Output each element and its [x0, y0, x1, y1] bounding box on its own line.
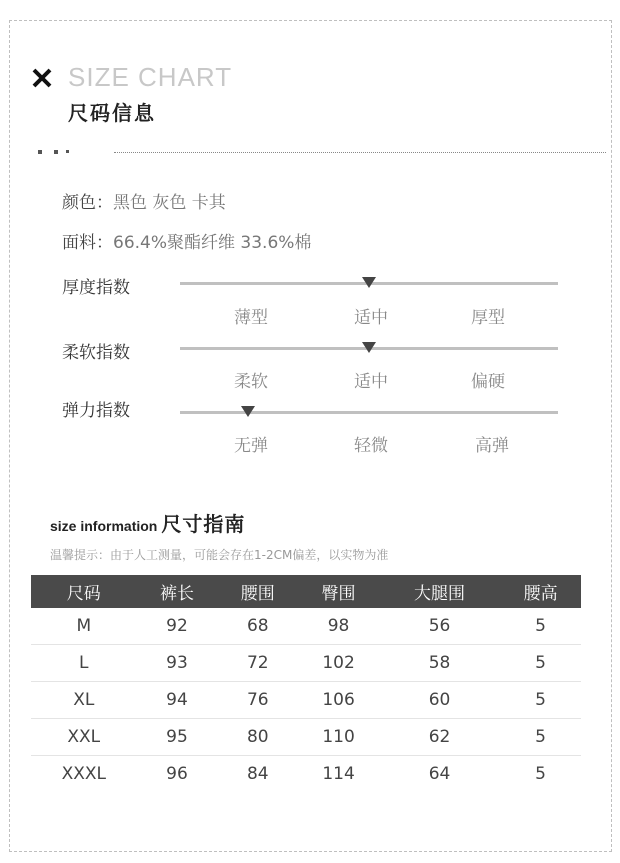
thickness-marker	[362, 277, 376, 288]
close-x-icon	[30, 66, 54, 90]
softness-marker	[362, 342, 376, 353]
softness-option-low: 柔软	[234, 372, 268, 392]
elasticity-option-mid: 轻微	[354, 436, 388, 456]
color-value: 黑色 灰色 卡其	[113, 193, 226, 213]
fabric-info	[62, 228, 311, 253]
elasticity-option-high: 高弹	[475, 436, 509, 456]
table-cell: 94	[137, 682, 218, 719]
table-cell: 110	[298, 719, 379, 756]
table-row	[31, 645, 581, 682]
header-hip: 臀围	[298, 575, 379, 608]
thickness-option-high: 厚型	[471, 308, 505, 328]
table-cell: 114	[322, 764, 355, 784]
table-cell: 95	[137, 719, 218, 756]
table-cell: 5	[500, 645, 581, 682]
table-cell: 60	[379, 682, 500, 719]
softness-scale-label: 柔软指数	[62, 343, 130, 363]
table-header-row	[31, 575, 581, 608]
table-cell: 80	[217, 719, 298, 756]
elasticity-marker	[241, 406, 255, 417]
fabric-value: 66.4%聚酯纤维 33.6%棉	[113, 233, 312, 253]
table-row	[31, 608, 581, 645]
size-section-title	[50, 508, 245, 537]
table-cell: 5	[500, 682, 581, 719]
table-cell: 76	[217, 682, 298, 719]
table-cell: XXXL	[61, 764, 106, 784]
thickness-option-mid: 适中	[354, 308, 388, 328]
table-cell: M	[31, 608, 137, 645]
table-cell: 72	[217, 645, 298, 682]
header-waist: 腰围	[217, 575, 298, 608]
table-cell: 96	[166, 764, 188, 784]
table-cell: 106	[298, 682, 379, 719]
table-cell: 102	[298, 645, 379, 682]
table-row	[31, 756, 581, 793]
thickness-option-low: 薄型	[234, 308, 268, 328]
elasticity-option-low: 无弹	[234, 436, 268, 456]
color-label: 颜色：	[62, 193, 113, 213]
elasticity-scale-label: 弹力指数	[62, 401, 130, 421]
table-cell: 84	[246, 764, 269, 784]
table-cell: 98	[298, 608, 379, 645]
softness-option-mid: 适中	[354, 372, 388, 392]
dotted-divider	[38, 148, 568, 158]
measurement-tip: 温馨提示：由于人工测量，可能会存在1-2CM偏差，以实物为准	[50, 548, 389, 562]
table-cell: 58	[379, 645, 500, 682]
table-cell: 5	[535, 764, 546, 784]
table-cell: 56	[379, 608, 500, 645]
table-cell: 5	[500, 719, 581, 756]
table-cell: 92	[137, 608, 218, 645]
title-chinese: 尺码信息	[68, 101, 156, 125]
table-row	[31, 682, 581, 719]
fabric-label: 面料：	[62, 233, 113, 253]
table-cell: 64	[428, 764, 451, 784]
elasticity-track	[180, 411, 558, 414]
thickness-scale-label: 厚度指数	[62, 278, 130, 298]
table-cell: L	[31, 645, 137, 682]
softness-option-high: 偏硬	[471, 372, 505, 392]
table-cell: 62	[379, 719, 500, 756]
table-cell: XL	[31, 682, 137, 719]
size-table	[31, 575, 581, 792]
table-row	[31, 719, 581, 756]
color-info	[62, 188, 226, 213]
header-size: 尺码	[31, 575, 137, 608]
size-title-english: size information	[50, 518, 158, 534]
header-length: 裤长	[137, 575, 218, 608]
table-cell: XXL	[31, 719, 137, 756]
size-title-chinese: 尺寸指南	[161, 512, 246, 536]
header-thigh: 大腿围	[379, 575, 500, 608]
table-cell: 93	[137, 645, 218, 682]
table-cell: 68	[217, 608, 298, 645]
title-english: SIZE CHART	[68, 62, 233, 92]
header-rise: 腰高	[500, 575, 581, 608]
table-cell: 5	[500, 608, 581, 645]
